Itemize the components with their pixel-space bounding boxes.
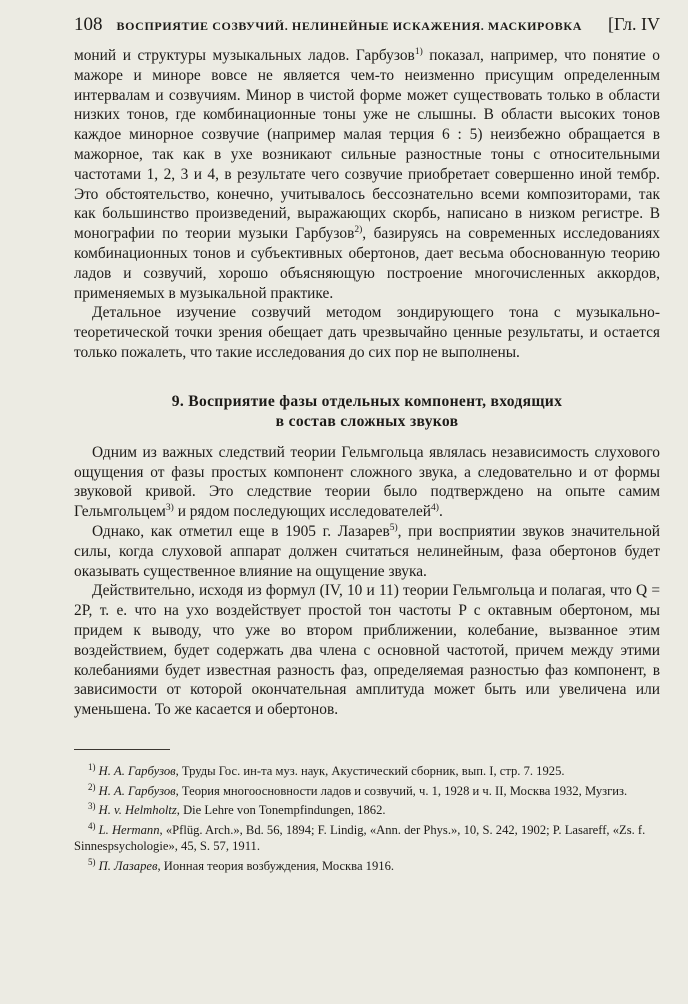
page-header (74, 14, 660, 42)
chapter-label: [Гл. IV (607, 14, 660, 34)
footnote-mark: 1) (88, 761, 96, 772)
text-run: . (438, 503, 443, 521)
footnote-author: П. Лазарев (98, 858, 158, 873)
paragraph (74, 46, 660, 303)
footnote (74, 760, 660, 780)
page-body (74, 46, 660, 720)
footnote-author: Н. А. Гарбузов (98, 764, 176, 779)
footnote-divider (74, 749, 170, 750)
text-run: Однако, как отметил еще в 1905 г. Лазарев (92, 522, 390, 540)
footnote-text: , Труды Гос. ин-та муз. наук, Акустический сборник, вып. I, стр. 7. 1925. (175, 764, 565, 779)
footnote-ref[interactable]: 2) (354, 225, 363, 236)
paragraph (74, 522, 660, 581)
footnote-author: L. Hermann (98, 823, 160, 838)
footnotes (74, 760, 660, 875)
footnote-mark: 2) (88, 781, 96, 792)
footnote-author: Н. v. Helmholtz (98, 803, 177, 818)
footnote-text: , Die Lehre von Tonempfindungen, 1862. (176, 803, 386, 818)
footnote-ref[interactable]: 4) (431, 503, 439, 514)
footnote (74, 819, 660, 854)
footnote (74, 780, 660, 800)
footnote-text: , Теория многоосновности ладов и созвучий, ч. 1, 1928 и ч. II, Москва 1932, Музгиз. (175, 783, 628, 798)
section-heading-line: в состав сложных звуков (275, 412, 459, 430)
paragraph: Действительно, исходя из формул (IV, 10 и 11) теории Гельмгольца и полагая, что Q = 2P, т. е. что на ухо воздействует простой тон частоты P с октавным обертоном, мы придем к выводу, что уже во втором приближении, колебание, вызванное этим воздействием, будет содержать два члена с основной частотой, причем между этими колебаниями будет известная разность фаз, определяемая разностью фаз компонент, в зависимости от которой окончательная амплитуда может быть или увеличена или уменьшена. То же касается и обертонов. (74, 582, 660, 719)
footnote-mark: 3) (88, 801, 96, 812)
paragraph: Детальное изучение созвучий методом зондирующего тона с музыкально-теоретической точки зрения обещает дать чрезвычайно ценные результаты, и остается только пожалеть, что такие исследования до сих пор не выполнены. (74, 304, 660, 361)
footnote-text: , Ионная теория возбуждения, Москва 1916. (157, 858, 395, 873)
footnote-author: Н. А. Гарбузов (98, 783, 176, 798)
text-run: показал, например, что понятие о мажоре и миноре вовсе не является чем-то неизменно присущим определенным интервалам и созвучиям. Минор в чистой форме может существовать только в области низких тонов, где комбинационные тоны уже не слышны. В области высоких тонов каждое минорное созвучие (например малая терция 6 : 5) неизбежно обращается в мажорное, так как в ухе возникают сильные разностные тоны с относительными частотами 1, 2, 3 и 4, в результате чего созвучие приобретает совершенно иной тембр. Это обстоятельство, конечно, учитывалось бессознательно всеми композиторами, так как большинство произведений, выражающих скорбь, написано в низком регистре. В монографии по теории музыки Гарбузов (74, 47, 660, 243)
text-run: , базируясь на современных исследованиях комбинационных тонов и субъективных обертонов, дает весьма обоснованную теорию ладов и созвучий, хорошо объясняющую построение многочисленных аккордов, применяемых в музыкальной практике. (74, 225, 660, 302)
footnote (74, 799, 660, 819)
footnote (74, 855, 660, 875)
text-run: моний и структуры музыкальных ладов. Гарбузов (74, 47, 415, 64)
paragraph (74, 443, 660, 522)
footnote-text: , «Pflüg. Arch.», Bd. 56, 1894; F. Lindig, «Ann. der Phys.», 10, S. 242, 1902; P. Lasareff, «Zs. f. Sinnespsychologie», 45, S. 57, 1911. (74, 823, 646, 854)
footnote-mark: 4) (88, 821, 96, 832)
footnote-ref[interactable]: 3) (165, 503, 174, 514)
page-number: 108 (74, 14, 103, 35)
running-title: ВОСПРИЯТИЕ СОЗВУЧИЙ. НЕЛИНЕЙНЫЕ ИСКАЖЕНИЯ. МАСКИРОВКА (116, 19, 582, 33)
text-run: Одним из важных следствий теории Гельмгольца являлась независимость слухового ощущения от фазы простых компонент сложного звука, а следовательно и от формы звуковой кривой. Это следствие теории было подтверждено на опыте самим Гельмгольцем (74, 443, 660, 521)
footnote-ref[interactable]: 5) (389, 522, 398, 533)
section-heading-line: 9. Восприятие фазы отдельных компонент, входящих (171, 392, 563, 410)
footnote-mark: 5) (88, 856, 96, 867)
footnote-ref[interactable]: 1) (414, 46, 423, 57)
section-heading (74, 392, 660, 432)
text-run: и рядом последующих исследователей (173, 503, 432, 521)
text-run: , при восприятии звуков значительной силы, когда слуховой аппарат должен считаться нелинейным, фаза обертонов будет оказывать существенное влияние на ощущение звука. (74, 522, 660, 580)
